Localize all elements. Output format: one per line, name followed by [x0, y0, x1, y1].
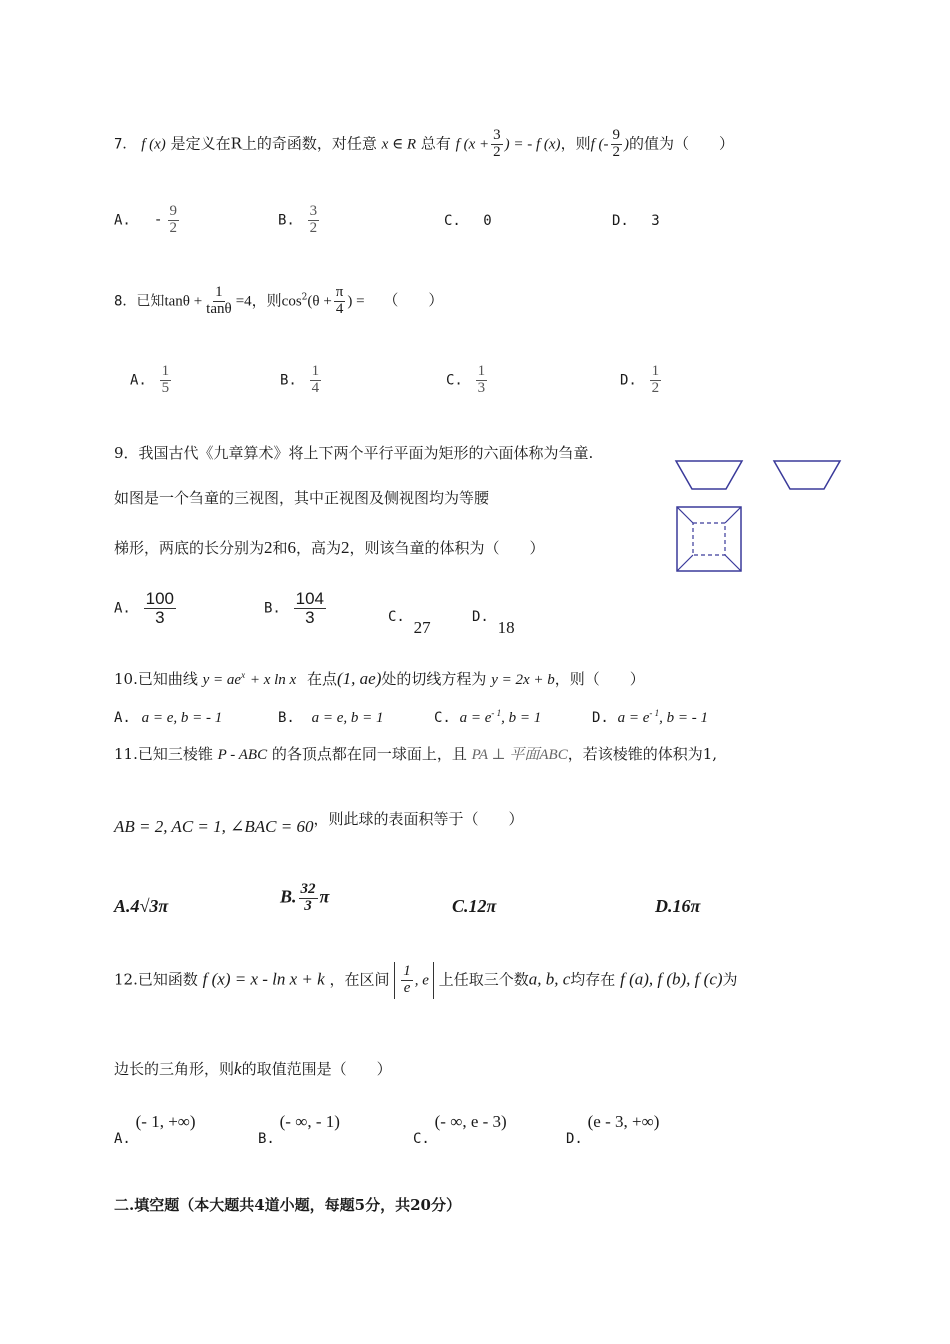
option-fraction: $\frac{32}{3}$ — [300, 881, 316, 914]
option-value: π — [319, 886, 330, 907]
option-fraction: $\frac{1}{4}$ — [311, 363, 320, 396]
q12-text: ，在区间 — [329, 970, 390, 989]
q10-stem — [114, 668, 645, 689]
option-label: A. — [130, 372, 147, 389]
three-view-figure — [670, 455, 850, 580]
q10-option-b — [278, 708, 384, 727]
top-view-edge — [725, 555, 741, 571]
option-label: A. — [114, 212, 131, 229]
q11-text: ，若该棱锥的体积为1, — [567, 745, 718, 763]
q8-option-c — [446, 364, 489, 397]
q10-number: 10.已知曲线 — [114, 670, 198, 688]
q12-fabc: f (a), f (b), f (c) — [620, 969, 723, 989]
q11-option-b — [280, 882, 329, 915]
option-value: (- ∞, e - 3) — [434, 1112, 507, 1131]
option-fraction: $\frac{1}{2}$ — [651, 363, 660, 396]
option-label: C. — [446, 372, 463, 389]
q7-text1: 是定义在R上的奇函数，对任意 — [170, 134, 377, 153]
option-label: A. — [114, 1131, 131, 1147]
q8-cos-arg: (θ + — [307, 293, 332, 310]
q8-paren: （ ） — [383, 291, 444, 310]
q8-option-b — [280, 364, 323, 397]
option-fraction: $\frac{104}{3}$ — [295, 589, 325, 627]
q11-text: 的各顶点都在同一球面上，且 — [271, 745, 467, 763]
q12-option-d — [566, 1112, 660, 1147]
q8-cos-sup: 2 — [301, 292, 308, 303]
front-view-trapezoid — [676, 461, 742, 489]
top-view-edge — [725, 507, 741, 523]
q12-option-b — [258, 1112, 340, 1147]
q7-text3: ，则 — [560, 134, 591, 153]
option-label: A. — [114, 896, 131, 916]
q11-pabc: P - ABC — [217, 747, 268, 763]
option-label: D. — [566, 1131, 583, 1147]
option-sup: - 1 — [491, 708, 502, 718]
q9-text: ，高为 — [296, 539, 342, 557]
q7-option-d — [612, 213, 660, 229]
q7-eq-left: f (x + — [455, 136, 490, 153]
q7-eq-right: ) = - f (x) — [504, 136, 561, 153]
q9-text: 梯形，两底的长分别为 — [114, 539, 265, 557]
q8-pi-fraction: $\frac{\pi}{4}$ — [335, 284, 344, 317]
q12-abc: a, b, c — [528, 969, 571, 989]
q8-option-d — [620, 364, 663, 397]
q11-stem-line2 — [114, 810, 524, 837]
q8-fraction: $\frac{1}{\tan\theta}$ — [206, 284, 232, 317]
option-value: 18 — [497, 618, 515, 637]
q9-option-d — [472, 606, 515, 637]
q8-cos: cos — [281, 293, 302, 310]
option-fraction: $\frac{3}{2}$ — [309, 203, 318, 236]
top-view-edge — [677, 507, 693, 523]
option-label: C. — [452, 896, 469, 916]
option-label: D. — [620, 372, 637, 389]
q12-k: k — [234, 1059, 242, 1078]
q10-option-c — [434, 708, 541, 727]
option-label: C. — [388, 609, 405, 625]
q11-condition: AB = 2, AC = 1, ∠BAC = 60 — [114, 817, 314, 836]
option-label: C. — [434, 710, 451, 726]
q10-curve-sup: x — [241, 670, 246, 680]
q12-option-c — [413, 1112, 507, 1147]
q10-curve: y = ae — [202, 672, 242, 688]
q9-value: 6 — [287, 538, 297, 557]
option-label: B. — [278, 710, 295, 726]
option-fraction: $\frac{9}{2}$ — [169, 203, 177, 236]
q8-cos-arg-end: ) = — [347, 293, 365, 310]
q11-stem — [114, 743, 717, 764]
option-label: B. — [280, 372, 297, 389]
q11-number: 11.已知三棱锥 — [114, 745, 213, 763]
option-value-tail: , b = 1 — [501, 710, 542, 726]
q12-function: f (x) = x - ln x + k — [202, 969, 325, 989]
option-value: a = e, b = 1 — [311, 710, 384, 726]
q7-option-c — [444, 213, 492, 229]
q10-text: ，则（ ） — [554, 670, 645, 688]
q12-text: 边长的三角形，则 — [114, 1060, 235, 1078]
option-sup: - 1 — [649, 708, 660, 718]
q12-stem — [114, 962, 738, 999]
option-value: a = e — [617, 710, 650, 726]
q7-option-b — [278, 204, 321, 237]
option-value: 12π — [468, 896, 497, 916]
option-sign: - — [155, 210, 161, 229]
q7-text4: 的值为（ ） — [629, 134, 735, 153]
option-value: 27 — [413, 618, 431, 637]
q9-option-a — [114, 590, 178, 627]
section-heading: 二.填空题（本大题共4道小题，每题5分，共20分） — [114, 1196, 461, 1214]
q12-option-a — [114, 1112, 196, 1147]
q7-eq-fraction: $\frac{3}{2}$ — [493, 127, 501, 160]
q11-perp: PA ⊥ 平面ABC — [471, 747, 568, 763]
q8-tan: tanθ + — [164, 293, 203, 310]
q8-option-a — [130, 364, 173, 397]
q12-interval: $\frac{1}{e}$ , e — [394, 962, 434, 999]
option-value: (- ∞, - 1) — [279, 1112, 340, 1131]
option-label: D. — [612, 213, 629, 229]
option-value: 4√3π — [130, 896, 169, 916]
option-label: D. — [655, 896, 673, 916]
option-value-tail: , b = - 1 — [659, 710, 709, 726]
q9-line3 — [114, 537, 545, 558]
q12-text: 上任取三个数 — [438, 970, 529, 989]
option-label: B. — [258, 1131, 275, 1147]
q12-number: 12.已知函数 — [114, 970, 198, 989]
q11-option-a — [114, 896, 168, 917]
option-label: D. — [472, 609, 489, 625]
q8-stem — [114, 285, 443, 318]
q9-text: ，则该刍童的体积为（ ） — [349, 539, 545, 557]
q11-option-d — [655, 896, 700, 917]
q11-text: ，则此球的表面积等于（ ） — [313, 810, 524, 828]
q7-fx: f (x) — [141, 136, 166, 153]
q9-value: 2 — [264, 538, 273, 557]
option-fraction: $\frac{1}{3}$ — [477, 363, 486, 396]
q10-curve-tail: + x ln x — [249, 672, 297, 688]
q7-ask-right: ) — [624, 136, 629, 153]
q10-point: (1, ae) — [337, 669, 382, 688]
option-value: 16π — [672, 896, 701, 916]
q10-line: y = 2x + b — [491, 672, 555, 688]
q12-stem-line2 — [114, 1058, 392, 1079]
option-label: A. — [114, 710, 131, 726]
option-value: 3 — [651, 213, 660, 229]
option-value: (- 1, +∞) — [135, 1112, 196, 1131]
q8-number: 8．已知 — [114, 293, 165, 310]
top-view-inner-rect — [693, 523, 725, 555]
option-fraction: $\frac{1}{5}$ — [161, 363, 170, 396]
option-fraction: $\frac{100}{3}$ — [145, 589, 175, 627]
q7-number: 7． — [114, 136, 137, 153]
top-view-edge — [677, 555, 693, 571]
option-value: a = e — [459, 710, 492, 726]
q12-text: 均存在 — [570, 970, 616, 989]
q10-option-d — [592, 708, 708, 727]
q10-text: 在点 — [307, 670, 338, 688]
q9-option-b — [264, 590, 328, 627]
q9-value: 2 — [341, 538, 350, 557]
q7-ask-fraction: $\frac{9}{2}$ — [612, 127, 620, 160]
q7-text2: 总有 — [420, 134, 451, 153]
option-label: B. — [278, 212, 295, 229]
side-view-trapezoid — [774, 461, 840, 489]
q11-option-c — [452, 896, 496, 917]
q12-text: 的取值范围是（ ） — [241, 1060, 392, 1078]
q7-ask-left: f (- — [590, 136, 609, 153]
option-value: (e - 3, +∞) — [587, 1112, 660, 1131]
q7-option-a — [114, 204, 181, 237]
option-label: B. — [264, 600, 281, 617]
q12-text: 为 — [722, 970, 738, 989]
option-label: D. — [592, 710, 609, 726]
option-value: 0 — [483, 213, 492, 229]
q7-x-in-r: x ∈ R — [381, 136, 417, 153]
q10-text: 处的切线方程为 — [381, 670, 487, 688]
q8-eq4: =4，则 — [235, 293, 282, 310]
option-label: A. — [114, 600, 131, 617]
q9-text: 和 — [272, 539, 288, 557]
option-value: a = e, b = - 1 — [141, 710, 223, 726]
q9-line1: 9．我国古代《九章算术》将上下两个平行平面为矩形的六面体称为刍童. — [114, 444, 594, 462]
q7-stem — [114, 128, 734, 161]
option-label: C. — [413, 1131, 430, 1147]
option-label: B. — [280, 886, 297, 907]
option-label: C. — [444, 213, 461, 229]
q9-option-c — [388, 606, 431, 637]
q10-option-a — [114, 708, 222, 727]
q9-line2: 如图是一个刍童的三视图，其中正视图及侧视图均为等腰 — [114, 489, 490, 507]
